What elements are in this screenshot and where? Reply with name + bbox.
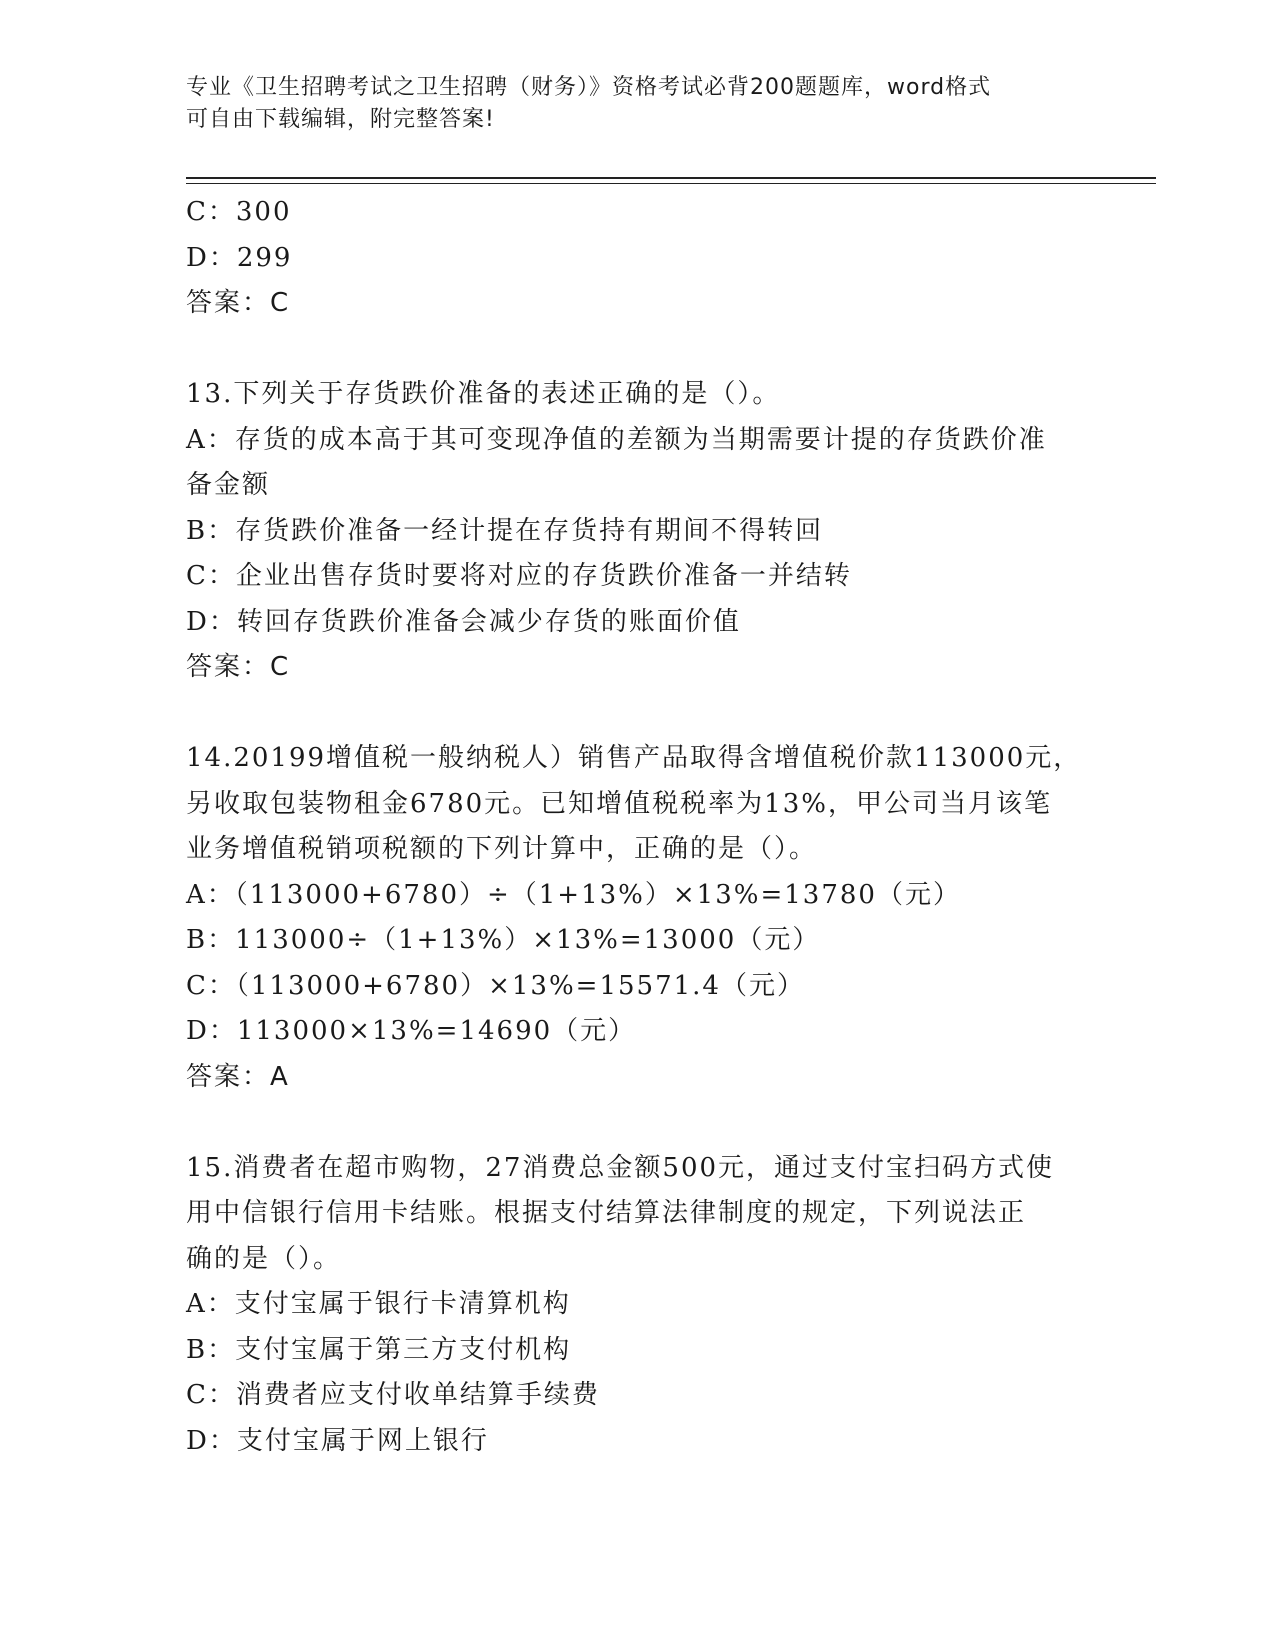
question-text-line-3: 业务增值税销项税额的下列计算中，正确的是（）。 [186,834,818,864]
question-14 [186,736,1086,1100]
option-a-line-2: 备金额 [186,470,271,500]
option-a-line-1: A：存货的成本高于其可变现净值的差额为当期需要计提的存货跌价准 [186,424,1047,455]
spacer [186,327,1086,373]
option-c: C：300 [186,197,292,227]
answer: 答案：C [186,652,291,682]
answer: 答案：C [186,288,291,318]
header-rule-thick [186,177,1156,179]
option-b: B：支付宝属于第三方支付机构 [186,1334,572,1365]
option-d: D：299 [186,242,293,273]
option-d: D：支付宝属于网上银行 [186,1425,489,1456]
question-text-line-2: 另收取包装物租金6780元。已知增值税税率为13%，甲公司当月该笔 [186,788,1052,819]
option-c: C：（113000+6780）×13%=15571.4（元） [186,970,805,1001]
question-text-line-1: 15.消费者在超市购物，27消费总金额500元，通过支付宝扫码方式使 [186,1152,1055,1183]
option-a: A：支付宝属于银行卡清算机构 [186,1289,571,1319]
page-header [186,72,1086,136]
question-text-line-3: 确的是（）。 [186,1243,342,1274]
header-title-line-1: 专业《卫生招聘考试之卫生招聘（财务）》资格考试必背200题题库，word格式 [186,75,992,100]
option-d: D：转回存货跌价准备会减少存货的账面价值 [186,606,741,637]
question-text-line-2: 用中信银行信用卡结账。根据支付结算法律制度的规定，下列说法正 [186,1198,1027,1228]
option-b: B：存货跌价准备一经计提在存货持有期间不得转回 [186,515,824,546]
option-a: A：（113000+6780）÷（1+13%）×13%=13780（元） [186,879,961,910]
option-c: C：消费者应支付收单结算手续费 [186,1380,600,1410]
header-rule-thin [186,183,1156,184]
spacer [186,1100,1086,1146]
answer: 答案：A [186,1061,290,1092]
question-text: 13.下列关于存货跌价准备的表述正确的是（）。 [186,379,781,409]
prev-question [186,190,1086,327]
option-d: D：113000×13%=14690（元） [186,1016,637,1046]
spacer [186,691,1086,737]
question-text-line-1: 14.20199增值税一般纳税人）销售产品取得含增值税价款113000元， [186,743,1082,773]
header-title-line-2: 可自由下载编辑，附完整答案! [186,107,495,132]
question-15 [186,1146,1086,1465]
option-b: B：113000÷（1+13%）×13%=13000（元） [186,925,821,955]
question-list [186,190,1086,1464]
question-13 [186,372,1086,691]
option-c: C：企业出售存货时要将对应的存货跌价准备一并结转 [186,561,852,591]
